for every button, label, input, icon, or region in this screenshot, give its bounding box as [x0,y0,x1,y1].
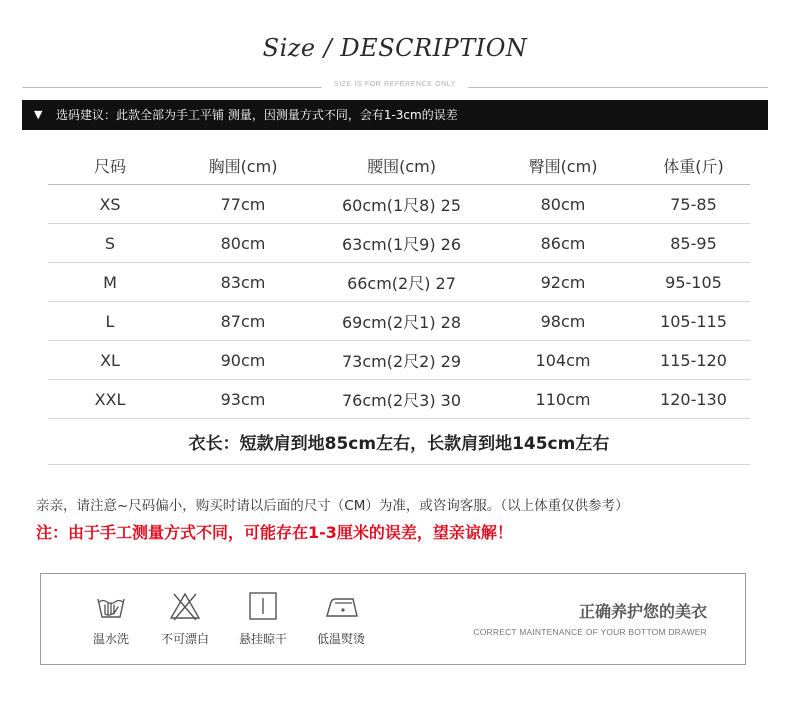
care-label: 不可漂白 [160,632,209,646]
cell-hip: 86cm [489,224,637,263]
cell-weight: 85-95 [637,224,750,263]
care-label: 悬挂晾干 [238,632,287,646]
cell-size: XXL [48,380,172,419]
notice-text: 选码建议：此款全部为手工平铺 测量，因测量方式不同，会有1-3cm的误差 [56,108,458,122]
header-size: 尺码 [48,146,172,185]
table-row [48,185,750,224]
cell-hip: 92cm [489,263,637,302]
cell-bust: 80cm [172,224,314,263]
cell-size: L [48,302,172,341]
cell-size: S [48,224,172,263]
size-table [48,146,750,419]
cell-waist: 66cm(2尺) 27 [314,263,489,302]
care-subtitle: CORRECT MAINTENANCE OF YOUR BOTTOM DRAWER [473,627,707,637]
cell-bust: 87cm [172,302,314,341]
cell-weight: 105-115 [637,302,750,341]
cell-weight: 95-105 [637,263,750,302]
down-triangle-icon: ▼ [34,108,43,121]
hand-wash-icon [95,590,127,622]
cell-waist: 73cm(2尺2) 29 [314,341,489,380]
header-hip: 臀围(cm) [489,146,637,185]
header-weight: 体重(斤) [637,146,750,185]
care-label: 低温熨烫 [316,632,365,646]
notice-bar [22,100,768,130]
no-bleach-icon [169,590,201,622]
table-row [48,263,750,302]
care-item-no-bleach [145,574,225,664]
cell-bust: 77cm [172,185,314,224]
cell-bust: 83cm [172,263,314,302]
cell-waist: 76cm(2尺3) 30 [314,380,489,419]
table-row [48,380,750,419]
cell-waist: 63cm(1尺9) 26 [314,224,489,263]
low-iron-icon [325,590,359,622]
header-waist: 腰围(cm) [314,146,489,185]
cell-hip: 98cm [489,302,637,341]
cell-waist: 60cm(1尺8) 25 [314,185,489,224]
cell-size: M [48,263,172,302]
cell-bust: 90cm [172,341,314,380]
care-item-low-iron [301,574,381,664]
care-label: 温水洗 [92,632,129,646]
cell-size: XS [48,185,172,224]
page-title: Size / DESCRIPTION [262,34,528,62]
care-item-hang-dry [223,574,303,664]
cell-hip: 110cm [489,380,637,419]
care-item-hand-wash [71,574,151,664]
size-advice-note: 亲亲，请注意~尺码偏小，购买时请以后面的尺寸（CM）为准，或咨询客服。（以上体重仅供参考） [36,498,629,514]
hang-dry-icon [247,590,279,622]
length-note: 衣长：短款肩到地85cm左右，长款肩到地145cm左右 [48,424,750,465]
cell-weight: 120-130 [637,380,750,419]
subtitle: SIZE IS FOR REFERENCE ONLY [333,81,457,88]
cell-weight: 75-85 [637,185,750,224]
table-header-row [48,146,750,185]
cell-hip: 104cm [489,341,637,380]
cell-waist: 69cm(2尺1) 28 [314,302,489,341]
subtitle-divider [22,80,768,94]
table-row [48,341,750,380]
table-row [48,224,750,263]
table-row [48,302,750,341]
cell-bust: 93cm [172,380,314,419]
cell-hip: 80cm [489,185,637,224]
care-instructions-panel [40,573,746,665]
care-title: 正确养护您的美衣 [578,602,707,621]
cell-size: XL [48,341,172,380]
divider-right [468,87,768,88]
measurement-warning: 注：由于手工测量方式不同，可能存在1-3厘米的误差，望亲谅解！ [36,523,513,542]
cell-weight: 115-120 [637,341,750,380]
header-bust: 胸围(cm) [172,146,314,185]
